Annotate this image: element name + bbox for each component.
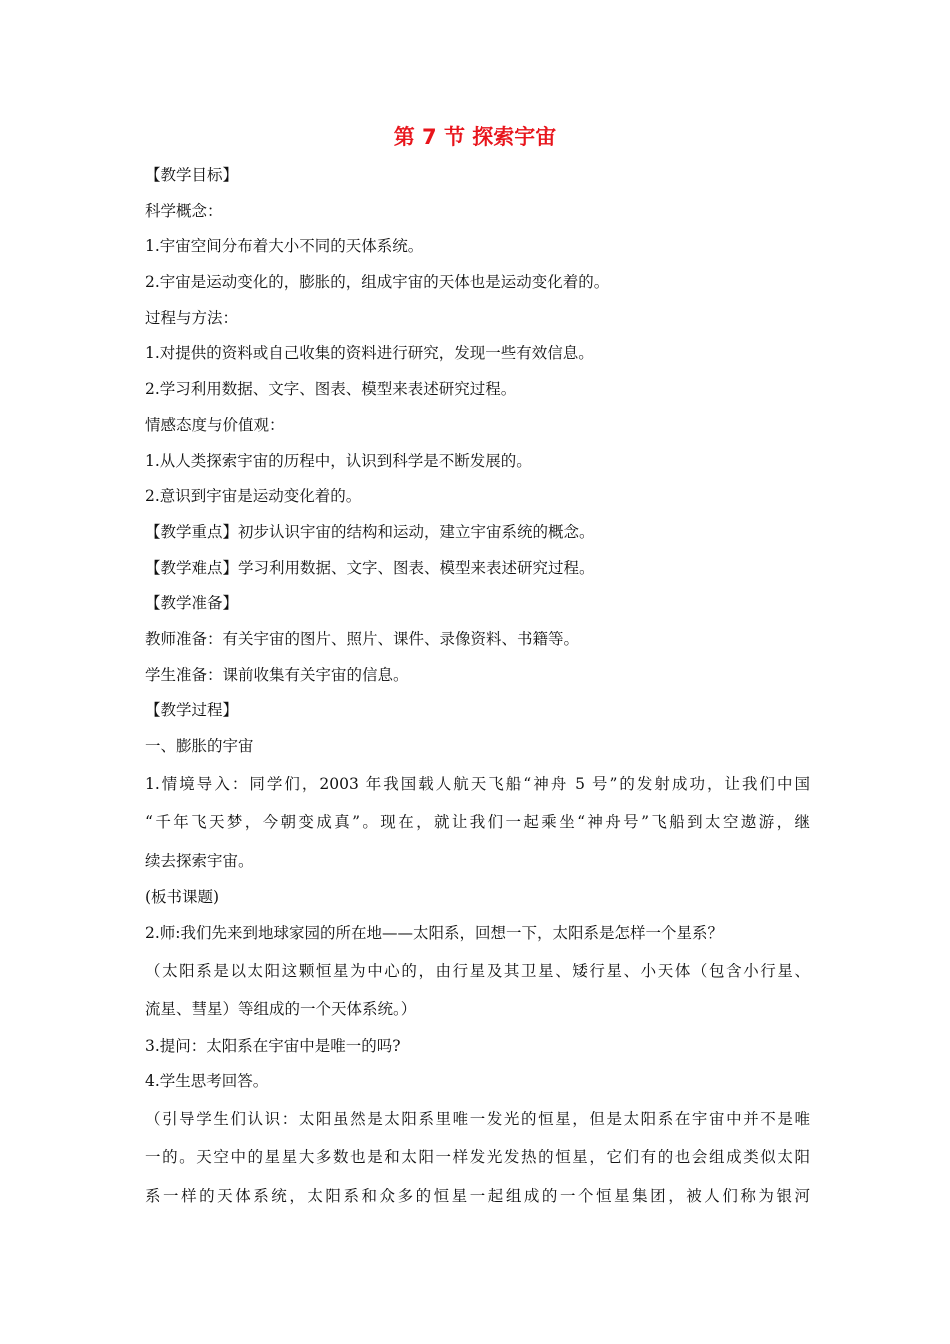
- section-heading: 【教学目标】: [145, 166, 239, 184]
- section-heading: 【教学准备】: [145, 594, 239, 613]
- paragraph-line: 1.情境导入：同学们，2003 年我国载人航天飞船“神舟 5 号”的发射成功，让我们中国: [145, 774, 810, 793]
- paragraph-line: 系一样的天体系统，太阳系和众多的恒星一起组成的一个恒星集团，被人们称为银河: [145, 1186, 810, 1205]
- paragraph-line: 流星、彗星）等组成的一个天体系统。）: [145, 1000, 417, 1019]
- text-line: 过程与方法：: [145, 308, 239, 327]
- text-line: 学生准备：课前收集有关宇宙的信息。: [145, 665, 409, 684]
- paragraph-line: 续去探索宇宙。: [145, 851, 254, 870]
- paragraph-line: （引导学生们认识：太阳虽然是太阳系里唯一发光的恒星，但是太阳系在宇宙中并不是唯: [145, 1109, 810, 1128]
- paragraph-line: “千年飞天梦，今朝变成真”。现在，就让我们一起乘坐“神舟号”飞船到太空遨游，继: [145, 813, 810, 832]
- text-line: 2.学习利用数据、文字、图表、模型来表述研究过程。: [145, 380, 517, 399]
- text-line: 一、膨胀的宇宙: [145, 737, 254, 755]
- text-line: 科学概念：: [145, 201, 223, 220]
- text-line: 2.意识到宇宙是运动变化着的。: [145, 487, 362, 506]
- paragraph-line: （太阳系是以太阳这颗恒星为中心的，由行星及其卫星、矮行星、小天体（包含小行星、: [145, 961, 810, 980]
- text-line: (板书课题): [145, 888, 220, 907]
- section-heading: 【教学重点】初步认识宇宙的结构和运动，建立宇宙系统的概念。: [145, 522, 595, 541]
- section-heading: 【教学过程】: [145, 701, 239, 720]
- text-line: 2.宇宙是运动变化的，膨胀的，组成宇宙的天体也是运动变化着的。: [145, 273, 610, 292]
- text-line: 1.从人类探索宇宙的历程中，认识到科学是不断发展的。: [145, 451, 532, 470]
- text-line: 1.对提供的资料或自己收集的资料进行研究，发现一些有效信息。: [145, 344, 594, 363]
- paragraph-intro: [145, 765, 810, 881]
- text-line: 4.学生思考回答。: [145, 1072, 269, 1091]
- paragraph-line: 一的。天空中的星星大多数也是和太阳一样发光发热的恒星，它们有的也会组成类似太阳: [145, 1148, 810, 1167]
- paragraph-solar-system: [145, 952, 810, 1029]
- page-title: 第 7 节 探索宇宙: [393, 125, 557, 149]
- text-line: 3.提问：太阳系在宇宙中是唯一的吗?: [145, 1036, 401, 1055]
- text-line: 教师准备：有关宇宙的图片、照片、课件、录像资料、书籍等。: [145, 629, 580, 648]
- document-body: [145, 158, 810, 1215]
- text-line: 情感态度与价值观：: [145, 415, 285, 434]
- paragraph-guidance: [145, 1100, 810, 1216]
- section-heading: 【教学难点】学习利用数据、文字、图表、模型来表述研究过程。: [145, 558, 595, 577]
- text-line: 2.师:我们先来到地球家园的所在地——太阳系，回想一下，太阳系是怎样一个星系？: [145, 923, 724, 942]
- text-line: 1.宇宙空间分布着大小不同的天体系统。: [145, 237, 424, 256]
